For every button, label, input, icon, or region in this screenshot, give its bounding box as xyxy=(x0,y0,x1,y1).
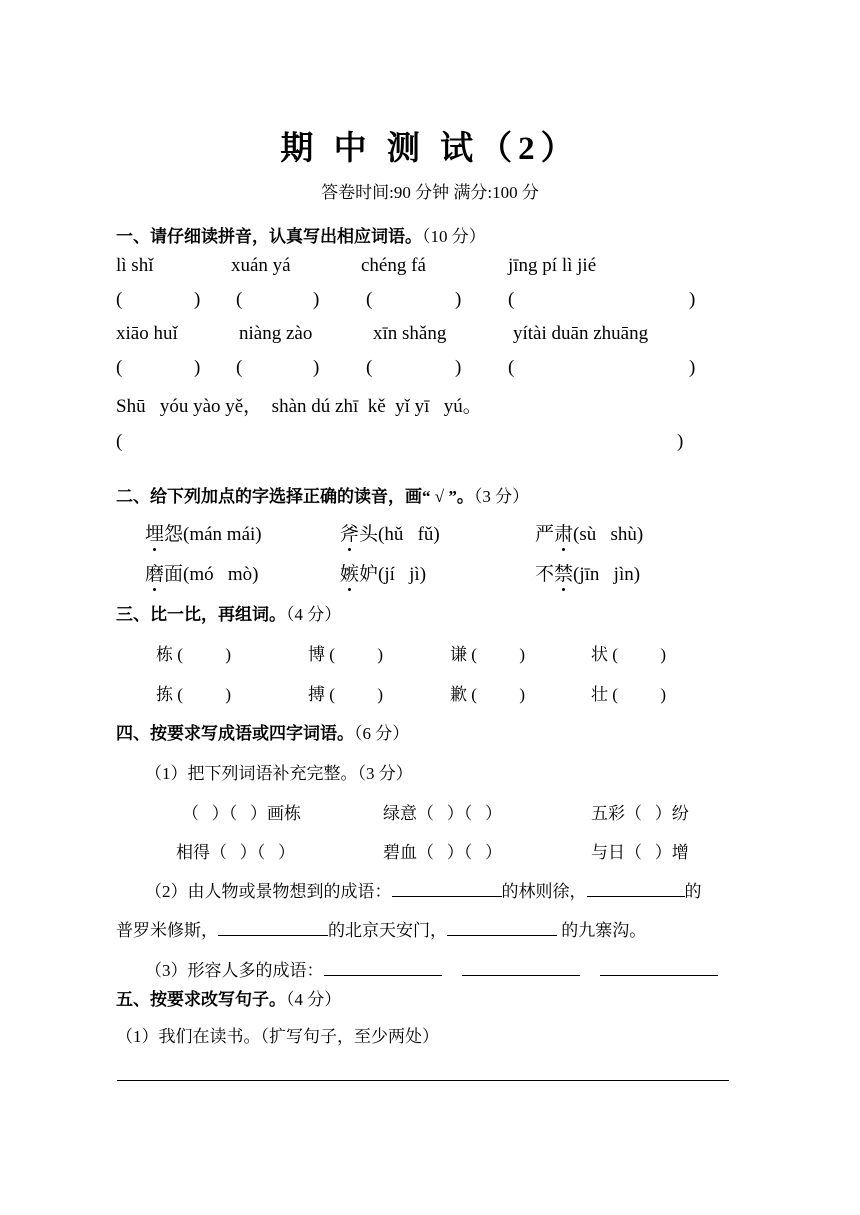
pinyin-item: xīn shǎng xyxy=(373,323,447,344)
idiom-item[interactable]: 绿意（ ）（ ） xyxy=(383,804,502,823)
pinyin-sentence: Shū yóu yào yě， shàn dú zhī kě yǐ yī yú。 xyxy=(116,396,482,417)
idiom-item[interactable]: 相得（ ）（ ） xyxy=(176,843,295,862)
word-group-item[interactable]: 博 ( ) xyxy=(308,645,384,664)
section-1-heading: 一、请仔细读拼音，认真写出相应词语。（10 分） xyxy=(116,227,486,246)
word-group-item[interactable]: 状 ( ) xyxy=(591,645,667,664)
pinyin-item: chéng fá xyxy=(361,255,426,276)
answer-blank-open[interactable]: ( xyxy=(508,289,515,310)
pinyin-item: xiāo huǐ xyxy=(116,323,178,344)
question-4-3: （3）形容人多的成语： xyxy=(145,956,718,981)
section-3-heading: 三、比一比，再组词。（4 分） xyxy=(116,605,342,624)
idiom-item[interactable]: 碧血（ ）（ ） xyxy=(383,843,502,862)
pronunciation-item[interactable]: 埋怨(mán mái) xyxy=(145,519,262,546)
pinyin-item: lì shǐ xyxy=(116,255,154,276)
section-4-heading: 四、按要求写成语或四字词语。（6 分） xyxy=(116,724,410,743)
word-group-item[interactable]: 壮 ( ) xyxy=(591,685,667,704)
word-group-item[interactable]: 栋 ( ) xyxy=(156,645,232,664)
word-group-item[interactable]: 歉 ( ) xyxy=(450,685,526,704)
pinyin-item: yítài duān zhuāng xyxy=(513,323,649,344)
pronunciation-item[interactable]: 嫉妒(jí jì) xyxy=(340,559,426,586)
answer-blank-open[interactable]: ( xyxy=(236,357,243,378)
exam-info: 答卷时间:90 分钟 满分:100 分 xyxy=(321,183,539,202)
fill-blank[interactable] xyxy=(462,957,580,976)
pronunciation-item[interactable]: 严肃(sù shù) xyxy=(535,519,643,546)
answer-blank-close: ) xyxy=(313,357,320,378)
answer-blank-close: ) xyxy=(689,289,696,310)
answer-blank-close: ) xyxy=(455,357,462,378)
word-group-item[interactable]: 拣 ( ) xyxy=(156,685,232,704)
section-5-heading: 五、按要求改写句子。（4 分） xyxy=(116,990,342,1009)
fill-blank[interactable] xyxy=(218,917,328,936)
answer-blank-close: ) xyxy=(194,289,201,310)
word-group-item[interactable]: 搏 ( ) xyxy=(308,685,384,704)
pinyin-item: niàng zào xyxy=(239,323,313,344)
page-title: 期 中 测 试（2） xyxy=(280,131,580,167)
answer-blank-close: ) xyxy=(689,357,696,378)
word-group-item[interactable]: 谦 ( ) xyxy=(450,645,526,664)
idiom-item[interactable]: 与日（ ）增 xyxy=(591,843,689,862)
question-4-2-cont: 普罗米修斯， 的北京天安门， 的九寨沟。 xyxy=(116,916,646,941)
pinyin-item: xuán yá xyxy=(231,255,291,276)
answer-blank-open[interactable]: ( xyxy=(116,357,123,378)
question-4-1: （1）把下列词语补充完整。（3 分） xyxy=(145,764,413,783)
pinyin-item: jīng pí lì jié xyxy=(508,255,597,276)
answer-blank-open[interactable]: ( xyxy=(236,289,243,310)
fill-blank[interactable] xyxy=(392,878,502,897)
answer-blank-close: ) xyxy=(194,357,201,378)
answer-blank-open[interactable]: ( xyxy=(366,357,373,378)
answer-blank-open[interactable]: ( xyxy=(116,289,123,310)
fill-blank[interactable] xyxy=(324,957,442,976)
answer-blank-close: ) xyxy=(455,289,462,310)
question-4-2: （2）由人物或景物想到的成语： 的林则徐， 的 xyxy=(145,877,702,902)
answer-blank-close: ) xyxy=(313,289,320,310)
idiom-item[interactable]: （ ）（ ）画栋 xyxy=(182,804,301,823)
section-2-heading: 二、给下列加点的字选择正确的读音，画“ √ ”。（3 分） xyxy=(116,487,530,506)
answer-blank-open[interactable]: ( xyxy=(116,431,123,452)
answer-blank-open[interactable]: ( xyxy=(366,289,373,310)
fill-blank[interactable] xyxy=(447,917,557,936)
pronunciation-item[interactable]: 斧头(hǔ fǔ) xyxy=(340,519,440,546)
pronunciation-item[interactable]: 不禁(jīn jìn) xyxy=(535,559,640,586)
fill-blank[interactable] xyxy=(600,957,718,976)
question-5-1: （1）我们在读书。（扩写句子，至少两处） xyxy=(116,1027,439,1046)
fill-blank[interactable] xyxy=(587,878,685,897)
answer-blank-open[interactable]: ( xyxy=(508,357,515,378)
answer-line[interactable] xyxy=(117,1080,729,1081)
idiom-item[interactable]: 五彩（ ）纷 xyxy=(591,804,689,823)
pronunciation-item[interactable]: 磨面(mó mò) xyxy=(145,559,258,586)
answer-blank-close: ) xyxy=(677,431,684,452)
